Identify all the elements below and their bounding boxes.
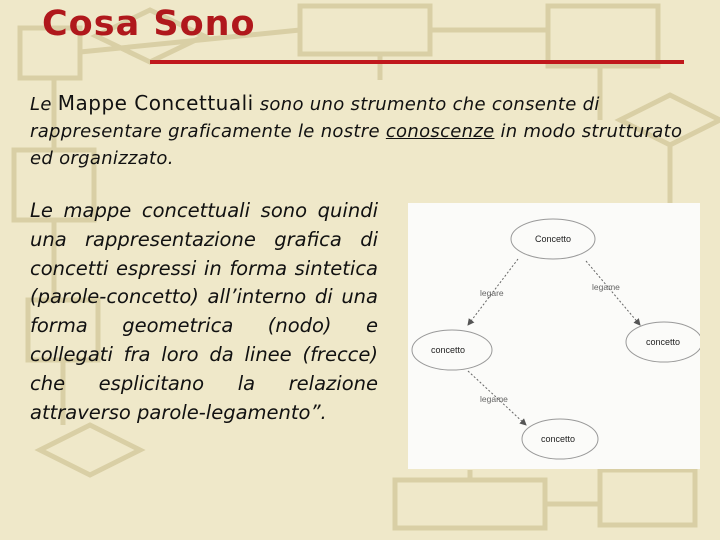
intro-text-b: in modo strutturato ed organizzato. — [30, 121, 683, 169]
intro-keyword: conoscenze — [385, 121, 495, 142]
link-word-top-left: legare — [480, 288, 504, 298]
intro-text-a: sono uno strumento che consente di rappresentare graficamente le nostre — [30, 94, 600, 142]
concept-map-diagram — [408, 203, 700, 469]
slide-title: Cosa Sono — [42, 4, 256, 44]
edge-top-right — [586, 261, 640, 325]
intro-lead: Le — [30, 94, 52, 115]
body-paragraph: Le mappe concettuali sono quindi una rappresentazione grafica di concetti espressi in forma sintetica (parole-concetto) all’interno di una forma geometrica (nodo) e collegati fra loro da linee (frecce) che esplicitano la relazione attraverso parole-legamento”. — [30, 199, 378, 424]
concept-node-top-label: Concetto — [535, 234, 572, 244]
concept-node-bottom-label: concetto — [541, 434, 576, 444]
concept-node-left-label: concetto — [431, 345, 466, 355]
link-word-left-bottom: legame — [480, 394, 508, 404]
link-word-top-right: legame — [592, 282, 620, 292]
concept-node-right-label: concetto — [646, 337, 681, 347]
intro-term: Mappe Concettuali — [57, 91, 254, 115]
title-underline — [150, 60, 684, 64]
intro-paragraph — [30, 90, 690, 172]
